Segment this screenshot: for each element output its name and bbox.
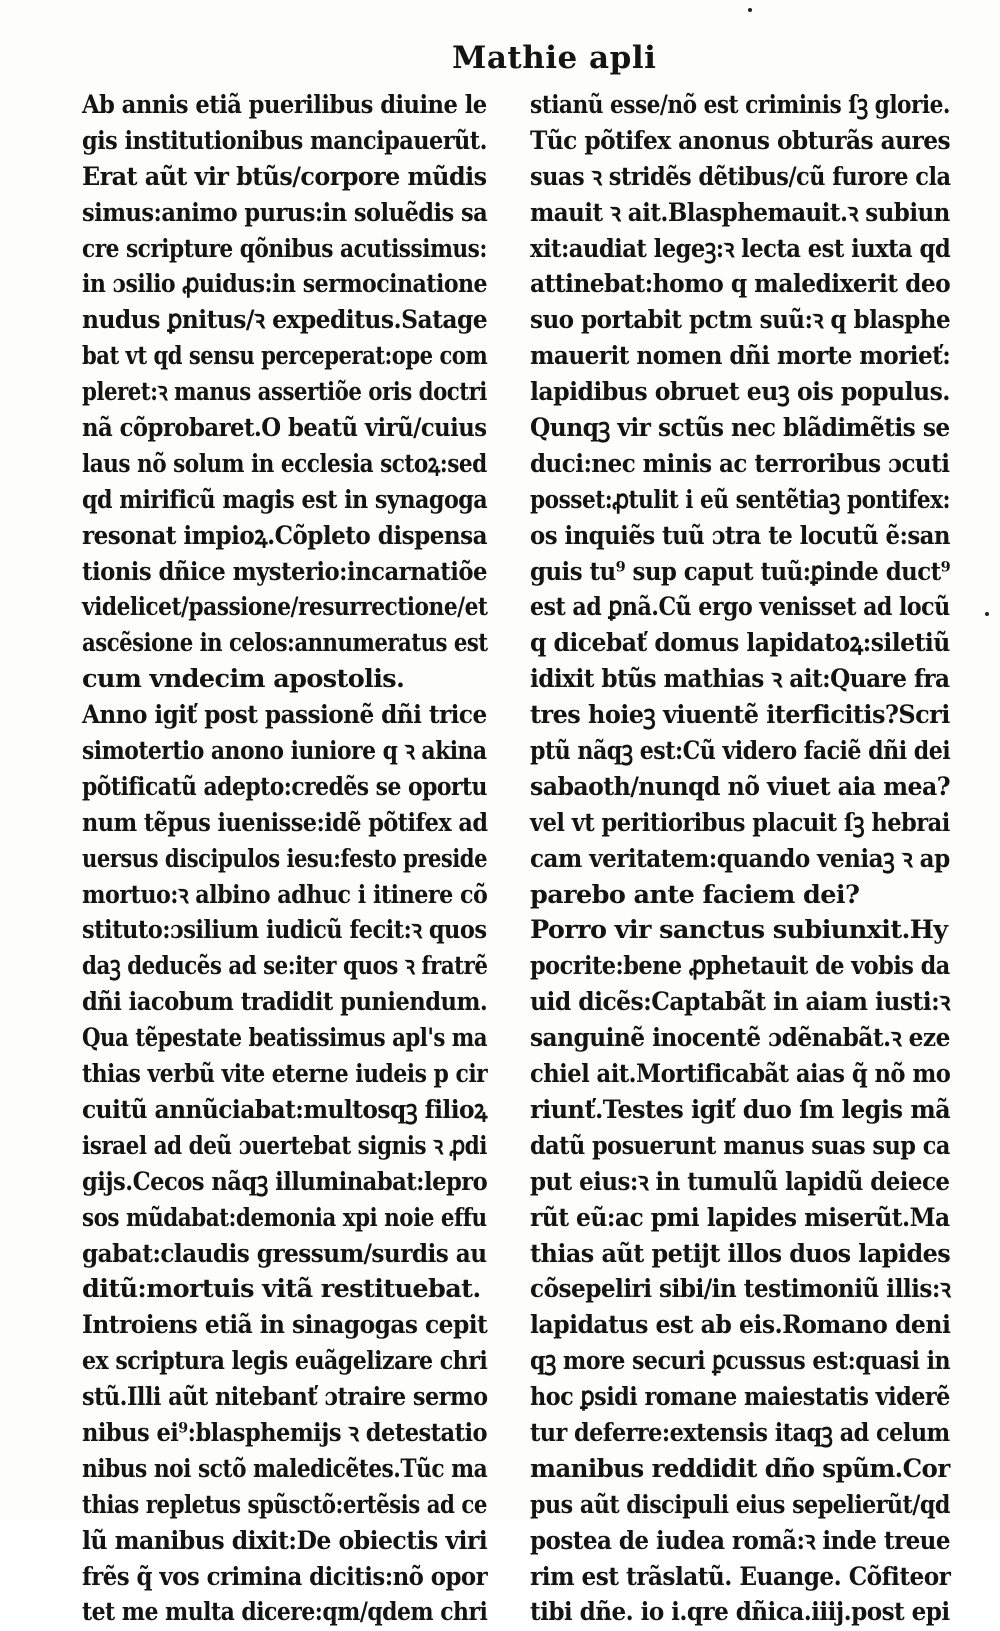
text-line: manibus reddidit dño spũm.Cor bbox=[530, 1453, 950, 1484]
text-line: cam veritatem:quando veniaꝫ ꝛ ap bbox=[530, 843, 950, 874]
text-line: ascẽsione in celos:annumeratus est bbox=[82, 628, 488, 659]
text-line: idixit btũs mathias ꝛ ait:Quare fra bbox=[530, 664, 950, 695]
ink-speck bbox=[748, 8, 752, 12]
text-line: bat vt qd sensu perceperat:ope com bbox=[82, 341, 488, 372]
text-line: os inquiẽs tuũ ɔtra te locutũ ẽ:san bbox=[530, 520, 951, 551]
text-line: parebo ante faciem dei? bbox=[530, 879, 860, 910]
text-line: ptũ nãqꝫ est:Cũ videro faciẽ dñi dei bbox=[530, 736, 951, 767]
text-line: thias verbũ vite eterne iudeis p cir bbox=[82, 1059, 488, 1090]
text-line: lũ manibus dixit:De obiectis viri bbox=[82, 1525, 488, 1556]
text-line: suo portabit pctm suũ:ꝛ q blasphe bbox=[530, 305, 951, 336]
text-line: frẽs q̃ vos crimina dicitis:nõ opor bbox=[82, 1561, 488, 1592]
text-line: mauit ꝛ ait.Blasphemauit.ꝛ subiun bbox=[530, 197, 950, 228]
text-line: tur deferre:extensis itaqꝫ ad celum bbox=[530, 1417, 950, 1448]
text-line: gijs.Cecos nãqꝫ illuminabat:lepro bbox=[82, 1166, 488, 1197]
text-line: videlicet/passione/resurrectione/et bbox=[82, 592, 488, 623]
text-line: sos mũdabat:demonia xpi noie effu bbox=[82, 1202, 487, 1233]
text-line: posset:ꝓtulit i eũ sentẽtiaꝫ pontifex: bbox=[530, 484, 951, 515]
text-line: tibi dñe. io i.qre dñica.iiij.post epi bbox=[530, 1597, 950, 1628]
text-line: cum vndecim apostolis. bbox=[82, 664, 405, 695]
text-line: stũ.Illi aũt nitebanť ɔtraire sermo bbox=[82, 1382, 488, 1413]
text-line: tionis dñice mysterio:incarnatiõe bbox=[82, 556, 487, 587]
text-line: uid dicẽs:Captabãt in aiam iusti:ꝛ bbox=[530, 987, 950, 1018]
text-line: riunť.Testes igiť duo ſm legis mã bbox=[530, 1094, 951, 1125]
text-line: sanguinẽ inocentẽ ɔdẽnabãt.ꝛ eze bbox=[530, 1023, 950, 1054]
text-line: rũt eũ:ac pmi lapides miserũt.Ma bbox=[530, 1202, 950, 1233]
text-line: lapidatus est ab eis.Romano deni bbox=[530, 1310, 951, 1341]
text-line: simotertio anono iuniore q ꝛ akina bbox=[82, 736, 487, 767]
text-line: stituto:ɔsilium iudicũ fecit:ꝛ quos bbox=[82, 915, 487, 946]
text-line: simus:animo purus:in soluẽdis sa bbox=[82, 197, 488, 228]
left-text-column bbox=[82, 88, 487, 1631]
text-line: Qunqꝫ vir sctũs nec blãdimẽtis se bbox=[530, 413, 950, 444]
text-line: ditũ:mortuis vitã restituebat. bbox=[82, 1274, 481, 1305]
text-line: guis tu⁹ sup caput tuũ:ꝑinde duct⁹ bbox=[530, 556, 951, 587]
right-text-column bbox=[530, 88, 950, 1631]
text-line: tet me multa dicere:qm/qdem chri bbox=[82, 1597, 488, 1628]
text-line: postea de iudea romã:ꝛ inde treue bbox=[530, 1525, 950, 1556]
text-line: nudus ꝑnitus/ꝛ expeditus.Satage bbox=[82, 305, 488, 336]
text-line: gabat:claudis gressum/surdis au bbox=[82, 1238, 487, 1269]
text-line: israel ad deũ ɔuertebat signis ꝛ ꝓdi bbox=[82, 1130, 487, 1161]
text-line: nibus ei⁹:blasphemijs ꝛ detestatio bbox=[82, 1417, 488, 1448]
text-line: datũ posuerunt manus suas sup ca bbox=[530, 1130, 950, 1161]
text-line: laus nõ solum in ecclesia sctoꝝ:sed bbox=[82, 448, 487, 479]
text-line: xit:audiat legeꝫ:ꝛ lecta est iuxta qd bbox=[530, 233, 951, 264]
text-line: thias repletus spũsctõ:ertẽsis ad ce bbox=[82, 1489, 487, 1520]
text-line: Tũc põtifex anonus obturãs aures bbox=[530, 125, 951, 156]
text-line: Ab annis etiã puerilibus diuine le bbox=[82, 90, 487, 120]
text-line: cre scripture qõnibus acutissimus: bbox=[82, 233, 487, 264]
text-line: dñi iacobum tradidit puniendum. bbox=[82, 987, 488, 1018]
text-line: mauerit nomen dñi morte morieť: bbox=[530, 341, 951, 372]
text-line: stianũ esse/nõ est criminis ſꝫ glorie. bbox=[530, 90, 950, 120]
text-line: thias aũt petijt illos duos lapides bbox=[530, 1238, 951, 1269]
text-line: num tẽpus iuenisse:idẽ põtifex ad bbox=[82, 807, 488, 838]
text-line: in ɔsilio ꝓuidus:in sermocinatione bbox=[82, 269, 488, 300]
text-line: Anno igiť post passionẽ dñi trice bbox=[82, 700, 487, 731]
text-line: qd mirificũ magis est in synagoga bbox=[82, 484, 488, 515]
text-line: duci:nec minis ac terroribus ɔcuti bbox=[530, 448, 950, 479]
text-line: Porro vir sanctus subiunxit.Hy bbox=[530, 915, 948, 946]
text-line: pleret:ꝛ manus assertiõe oris doctri bbox=[82, 377, 487, 408]
text-line: Qua tẽpestate beatissimus apl's ma bbox=[82, 1023, 488, 1054]
text-line: põtificatũ adepto:credẽs se oportu bbox=[82, 771, 487, 802]
text-line: lapidibus obruet euꝫ ois populus. bbox=[530, 377, 950, 408]
text-line: tres hoieꝫ viuentẽ iterficitis?Scri bbox=[530, 700, 950, 731]
text-line: daꝫ deducẽs ad se:iter quos ꝛ fratrẽ bbox=[82, 951, 488, 982]
text-line: cõsepeliri sibi/in testimoniũ illis:ꝛ bbox=[530, 1274, 951, 1305]
text-line: chiel ait.Mortificabãt aias q̃ nõ mo bbox=[530, 1059, 951, 1090]
ink-speck bbox=[985, 612, 989, 616]
text-line: nibus noi sctõ maledicẽtes.Tũc ma bbox=[82, 1453, 488, 1484]
text-line: pocrite:bene ꝓphetauit de vobis da bbox=[530, 951, 950, 982]
text-line: vel vt peritioribus placuit ſꝫ hebrai bbox=[530, 807, 950, 838]
text-line: mortuo:ꝛ albino adhuc i itinere cõ bbox=[82, 879, 488, 910]
text-line: hoc ꝑsidi romane maiestatis viderẽ bbox=[530, 1382, 950, 1413]
text-line: cuitũ annũciabat:multosqꝫ filioꝝ bbox=[82, 1094, 487, 1125]
text-line: attinebat:homo q maledixerit deo bbox=[530, 269, 951, 300]
text-line: ex scriptura legis euãgelizare chri bbox=[82, 1346, 488, 1377]
text-line: gis institutionibus mancipauerũt. bbox=[82, 125, 487, 156]
running-head: Mathie apli bbox=[452, 40, 657, 76]
text-line: rim est trãslatũ. Euange. Cõfiteor bbox=[530, 1561, 951, 1592]
text-line: put eius:ꝛ in tumulũ lapidũ deiece bbox=[530, 1166, 950, 1197]
text-line: Erat aũt vir btũs/corpore mũdis bbox=[82, 161, 487, 192]
text-line: resonat impioꝝ.Cõpleto dispensa bbox=[82, 520, 487, 551]
text-line: sabaoth/nunqd nõ viuet aia mea? bbox=[530, 771, 951, 802]
text-line: q dicebať domus lapidatoꝝ:siletiũ bbox=[530, 628, 950, 659]
text-line: pus aũt discipuli eius sepelierũt/qd bbox=[530, 1489, 950, 1520]
text-line: suas ꝛ stridẽs dẽtibus/cũ furore cla bbox=[530, 161, 951, 192]
text-line: nã cõprobaret.O beatũ virũ/cuius bbox=[82, 413, 487, 444]
text-line: uersus discipulos iesu:festo preside bbox=[82, 843, 488, 874]
text-line: Introiens etiã in sinagogas cepit bbox=[82, 1310, 488, 1341]
text-line: est ad ꝑnã.Cũ ergo venisset ad locũ bbox=[530, 592, 950, 623]
text-line: qꝫ more securi ꝑcussus est:quasi in bbox=[530, 1346, 951, 1377]
